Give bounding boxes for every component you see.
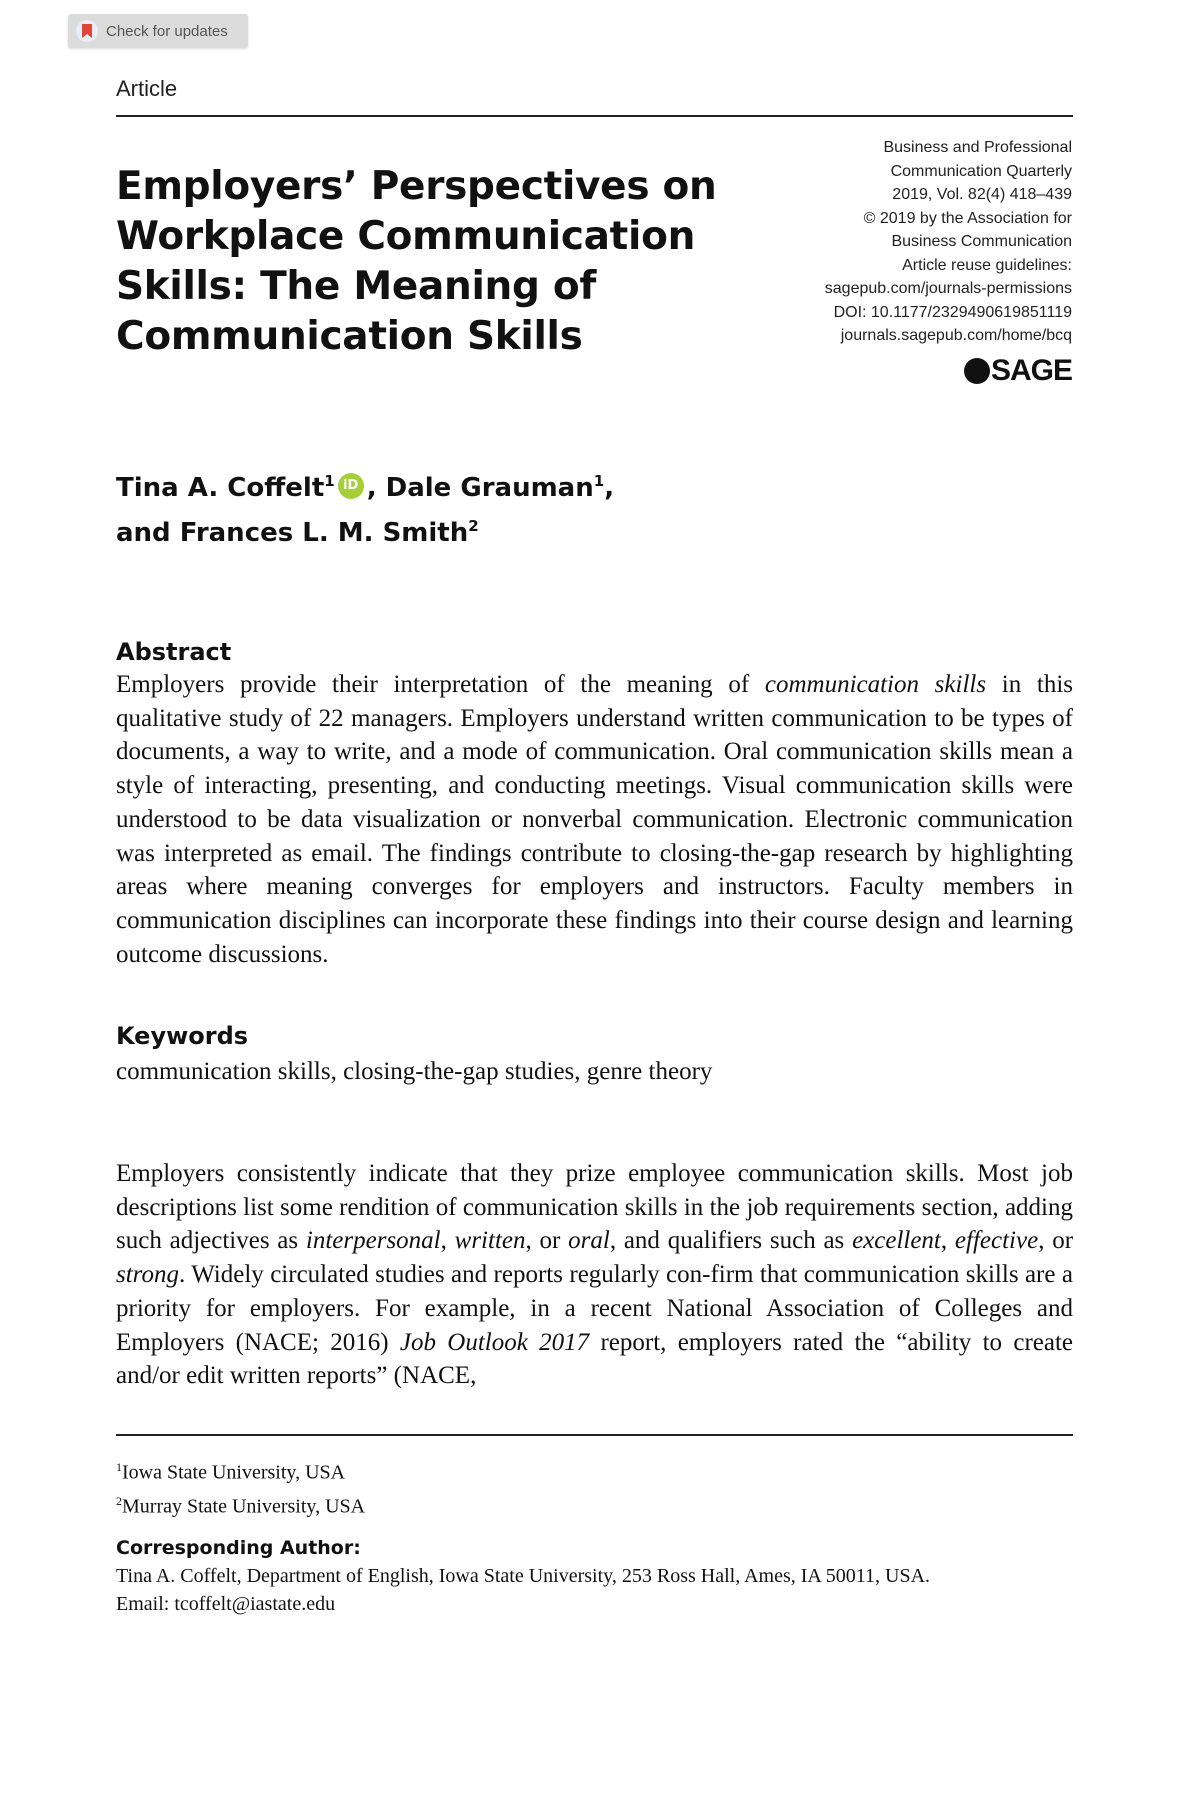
body-text: , or bbox=[1038, 1227, 1074, 1255]
corresponding-author-address: Tina A. Coffelt, Department of English, Iowa State University, 253 Ross Hall, Ames, IA 50011, USA. bbox=[116, 1565, 931, 1588]
author-name: Tina A. Coffelt bbox=[116, 473, 325, 503]
journal-line: 2019, Vol. 82(4) 418–439 bbox=[892, 186, 1072, 203]
body-emphasis: written bbox=[454, 1227, 526, 1255]
sage-logo-text: SAGE bbox=[990, 354, 1072, 387]
affiliation-text: Murray State University, USA bbox=[122, 1495, 366, 1518]
abstract-text-part: in this qualitative study of 22 managers. Employers understand written communication to be types of documents, a way to write, and a mode of communication. Oral communication skills mean a style of interacting, presenting, and conducting meetings. Visual communication skills were understood to be data visualization or nonverbal communication. Electronic communication was interpreted as email. The findings contribute to closing-the-gap research by highlighting areas where meaning converges for employers and instructors. Faculty members in communication disciplines can incorporate these findings into their course design and learning outcome discussions. bbox=[116, 671, 1073, 968]
author-separator: , bbox=[604, 473, 615, 503]
abstract-emphasis: communication skills bbox=[764, 671, 987, 698]
journal-line: Business and Professional bbox=[883, 139, 1072, 156]
body-text: , and qualifiers such as bbox=[609, 1227, 853, 1255]
body-text: , or bbox=[525, 1227, 569, 1255]
journal-info bbox=[752, 136, 1072, 348]
check-for-updates-label: Check for updates bbox=[106, 22, 228, 40]
affiliation-marker: 1 bbox=[324, 472, 335, 490]
check-for-updates-button[interactable] bbox=[68, 14, 248, 48]
bookmark-icon bbox=[76, 20, 98, 42]
body-emphasis: Job Outlook 2017 bbox=[399, 1328, 590, 1356]
body-text: , bbox=[940, 1227, 955, 1255]
body-emphasis: effective bbox=[954, 1227, 1039, 1255]
abstract-text-part: Employers provide their interpretation of the meaning of bbox=[116, 671, 765, 698]
body-text: Employers consistently indicate that they prize employee communication skills. Most job descriptions list some rendition of communication skills in the job requirements section, adding such adjectives as bbox=[116, 1160, 1073, 1255]
footnote-divider bbox=[116, 1434, 1073, 1436]
doi-link[interactable]: DOI: 10.1177/2329490619851119 bbox=[833, 303, 1072, 321]
author-name: , Dale Grauman bbox=[366, 473, 594, 503]
journal-home-link[interactable]: journals.sagepub.com/home/bcq bbox=[840, 327, 1072, 344]
affiliation-marker: 1 bbox=[593, 472, 605, 490]
author-list bbox=[116, 462, 816, 552]
permissions-link[interactable]: sagepub.com/journals-permissions bbox=[824, 280, 1072, 297]
footnotes bbox=[116, 1453, 1073, 1618]
journal-line: Communication Quarterly bbox=[890, 162, 1072, 180]
body-paragraph bbox=[116, 1157, 1073, 1393]
affiliation-marker: 1 bbox=[116, 1460, 122, 1474]
orcid-icon[interactable] bbox=[338, 473, 364, 499]
keywords-heading: Keywords bbox=[116, 1022, 249, 1050]
journal-line: Article reuse guidelines: bbox=[902, 256, 1072, 274]
sage-logo-icon bbox=[964, 358, 990, 384]
body-text: report, employers rated the “ability to create and/or edit written reports” (NACE, bbox=[116, 1328, 1074, 1390]
affiliation-2 bbox=[116, 1487, 1073, 1521]
abstract-heading: Abstract bbox=[116, 638, 232, 666]
affiliation-text: Iowa State University, USA bbox=[122, 1461, 346, 1484]
article-title: Employers’ Perspectives on Workplace Communication Skills: The Meaning of Communication Skills bbox=[116, 164, 717, 359]
body-emphasis: interpersonal bbox=[305, 1227, 441, 1255]
header-divider bbox=[116, 115, 1073, 117]
affiliation-marker: 2 bbox=[116, 1493, 122, 1508]
author-name: and Frances L. M. Smith bbox=[116, 518, 469, 548]
body-text: , bbox=[440, 1227, 455, 1255]
sage-logo bbox=[964, 354, 1072, 388]
body-text: . Widely circulated studies and reports regularly con-firm that communication skills are a priority for employers. For example, in a recent National Association of Colleges and Employers (NACE; 2016) bbox=[116, 1261, 1073, 1356]
body-emphasis: oral bbox=[568, 1227, 610, 1255]
journal-line: © 2019 by the Association for bbox=[863, 209, 1072, 227]
body-emphasis: excellent bbox=[852, 1227, 941, 1255]
affiliation-1 bbox=[116, 1453, 1073, 1487]
abstract-text bbox=[116, 668, 1073, 971]
article-type-label: Article bbox=[116, 76, 178, 101]
body-emphasis: strong bbox=[116, 1261, 179, 1289]
corresponding-author-heading: Corresponding Author: bbox=[116, 1537, 361, 1560]
keywords-text: communication skills, closing-the-gap studies, genre theory bbox=[116, 1058, 713, 1085]
corresponding-author-email[interactable]: Email: tcoffelt@iastate.edu bbox=[116, 1593, 336, 1616]
journal-line: Business Communication bbox=[891, 233, 1072, 250]
affiliation-marker: 2 bbox=[468, 517, 479, 535]
